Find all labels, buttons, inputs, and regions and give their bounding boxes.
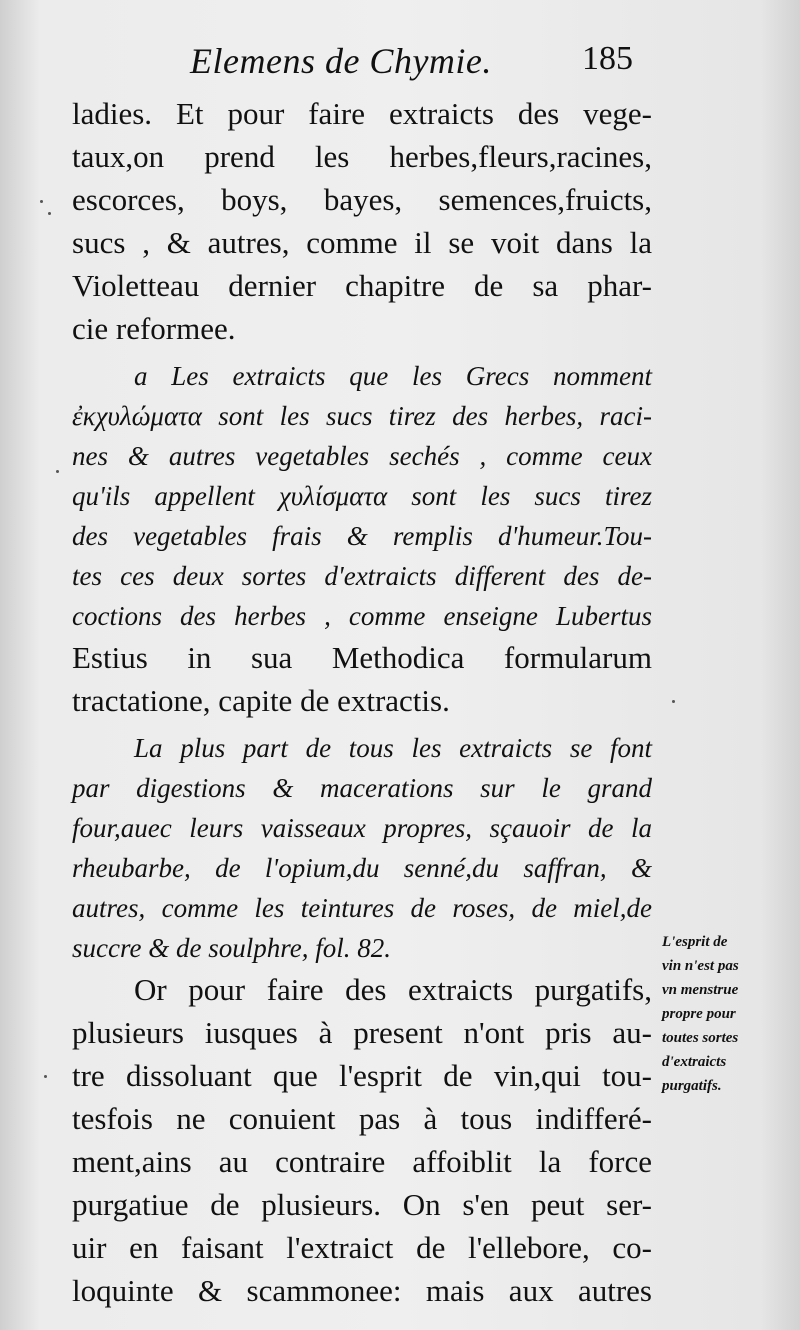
running-head: Elemens de Chymie.	[190, 41, 492, 81]
note-line: par digestions & macerations sur le grand	[72, 773, 652, 803]
text-line: loquinte & scammonee: mais aux autres	[72, 1273, 652, 1308]
note-line: autres, comme les teintures de roses, de miel,de	[72, 893, 652, 923]
marginal-note	[662, 930, 772, 1098]
ink-speck	[56, 470, 59, 473]
text-line: sucs , & autres, comme il se voit dans la	[72, 225, 652, 260]
marginal-line: vn menstrue	[662, 982, 739, 998]
note-line: qu'ils appellent χυλίσματα sont les sucs tirez	[72, 481, 652, 511]
text-line: escorces, boys, bayes, semences,fruicts,	[72, 182, 652, 217]
text-line: ment,ains au contraire affoiblit la force	[72, 1144, 652, 1179]
ink-speck	[672, 700, 675, 703]
text-line: tre dissoluant que l'esprit de vin,qui tou-	[72, 1058, 652, 1093]
note-line: tes ces deux sortes d'extraicts different des de-	[72, 561, 652, 591]
note-line: nes & autres vegetables sechés , comme ceux	[72, 441, 652, 471]
text-line: Estius in sua Methodica formularum	[72, 640, 652, 675]
ink-speck	[40, 200, 43, 203]
marginal-line: purgatifs.	[662, 1078, 722, 1094]
note-line: des vegetables frais & remplis d'humeur.Tou-	[72, 521, 652, 551]
ink-speck	[48, 212, 51, 215]
text-line: uir en faisant l'extraict de l'ellebore, co-	[72, 1230, 652, 1265]
marginal-line: L'esprit de	[662, 934, 728, 950]
marginal-line: propre pour	[662, 1006, 736, 1022]
text-line: cie reformee.	[72, 311, 236, 346]
text-line: taux,on prend les herbes,fleurs,racines,	[72, 139, 652, 174]
page-header	[0, 40, 800, 90]
marginal-line: toutes sortes	[662, 1030, 739, 1046]
note-line: coctions des herbes , comme enseigne Lubertus	[72, 601, 652, 631]
text-line: ladies. Et pour faire extraicts des vege-	[72, 96, 652, 131]
page-number: 185	[582, 40, 633, 77]
main-text-block	[72, 92, 652, 1312]
note-line: La plus part de tous les extraicts se font	[134, 733, 652, 763]
marginal-line: vin n'est pas	[662, 958, 739, 974]
note-line: succre & de soulphre, fol. 82.	[72, 933, 391, 963]
text-line: tractatione, capite de extractis.	[72, 683, 450, 718]
marginal-line: d'extraicts	[662, 1054, 727, 1070]
note-line: rheubarbe, de l'opium,du senné,du saffran, &	[72, 853, 652, 883]
ink-speck	[44, 1075, 47, 1078]
text-line: purgatiue de plusieurs. On s'en peut ser-	[72, 1187, 652, 1222]
note-line: ἐκχυλώματα sont les sucs tirez des herbes, raci-	[72, 401, 652, 431]
text-line: Violetteau dernier chapitre de sa phar-	[72, 268, 652, 303]
note-line: a Les extraicts que les Grecs nomment	[134, 361, 652, 391]
text-line: tesfois ne conuient pas à tous indifferé-	[72, 1101, 652, 1136]
text-line: Or pour faire des extraicts purgatifs,	[134, 972, 652, 1007]
note-line: four,auec leurs vaisseaux propres, sçauoir de la	[72, 813, 652, 843]
text-line: plusieurs iusques à present n'ont pris au-	[72, 1015, 652, 1050]
